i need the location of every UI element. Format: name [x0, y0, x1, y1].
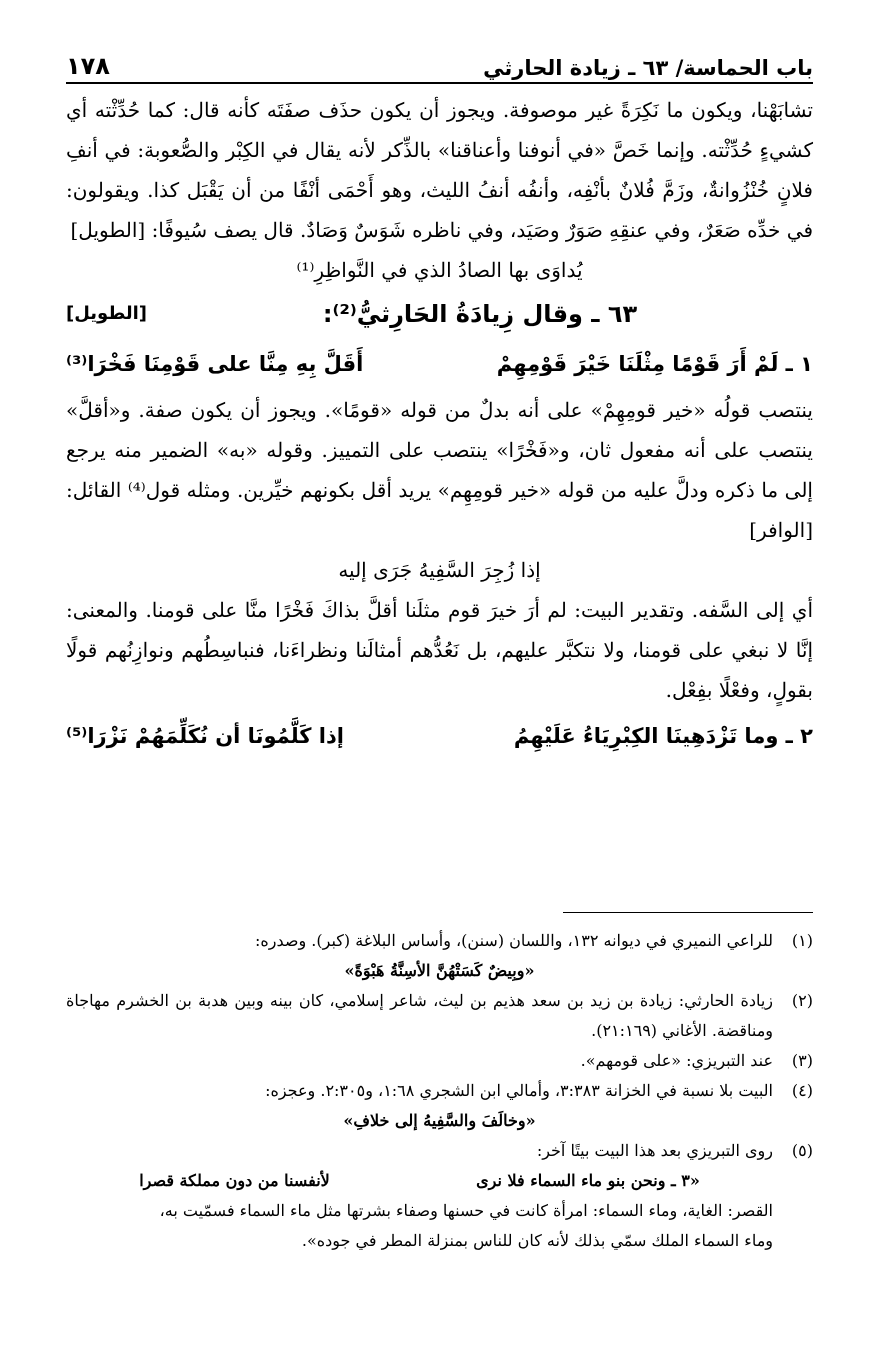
paragraph-commentary-2: ينتصب قولُه «خير قومِهِمْ» على أنه بدلٌ من قوله «قومًا». ويجوز أن يكون صفة. و«أقلَّ» ينتصب على أنه مفعول ثان، و«فَخْرًا» ينتصب على التمييز. وقوله «به» الضمير منه يرجع إلى ما ذكره ودلَّ عليه من قوله «خير قومِهِم» يريد أقل بكونهم خيِّرين. ومثله قول⁽⁴⁾ القائل: [الوافر]: [66, 398, 813, 542]
verse-1: [66, 338, 813, 390]
footnote-number: (٤): [791, 1081, 813, 1100]
footnotes: [66, 926, 813, 1256]
main-text: [66, 90, 813, 762]
footnote-text: للراعي النميري في ديوانه ١٣٢، واللسان (سنن)، وأساس البلاغة (كبر). وصدره:: [254, 931, 773, 950]
page-number: ١٧٨: [66, 52, 110, 80]
verse-2-first-hemistich: ٢ ـ وما تَزْدَهِينَا الكِبْرِيَاءُ عَلَيْهِمُ: [513, 724, 813, 748]
footnote-5-verse-first-hemistich: «٣ ـ ونحن بنو ماء السماء فلا نرى: [476, 1171, 700, 1190]
footnote-text: زيادة الحارثي: زيادة بن زيد بن سعد هذيم بن ليث، شاعر إسلامي، كان بينه وبين هدبة بن الخشرم مهاجاة ومناقضة. الأغاني (٢١:١٦٩).: [66, 991, 773, 1040]
footnote-number: (٥): [791, 1141, 813, 1160]
footnote-5-gloss-line-2: وماء السماء الملك سمّي بذلك لأنه كان للناس بمنزلة المطر في جوده».: [301, 1231, 773, 1250]
quoted-hemistich-2: إذا زُجِرَ السَّفِيهُ جَرَى إليه: [338, 558, 541, 582]
verse-1-second-hemistich: أَقَلَّ بِهِ مِنَّا على قَوْمِنَا فَخْرَا⁽³⁾: [66, 352, 364, 376]
footnote-5: [66, 1136, 813, 1166]
quoted-hemistich-1: يُداوَى بها الصادُ الذي في النَّواظِرِ⁽¹⁾: [296, 258, 583, 282]
poem-heading: [66, 294, 813, 334]
footnote-text: البيت بلا نسبة في الخزانة ٣:٣٨٣، وأمالي ابن الشجري ١:٦٨، و٢:٣٠٥. وعجزه:: [265, 1081, 773, 1100]
footnote-5-verse-second-hemistich: لأنفسنا من دون مملكة قصرا: [139, 1171, 330, 1190]
footnote-4-verse: «وخالَفَ والسَّفِيهُ إلى خلافِ»: [343, 1111, 536, 1130]
verse-1-first-hemistich: ١ ـ لَمْ أَرَ قَوْمًا مِثْلَنَا خَيْرَ قَوْمِهِمْ: [496, 352, 813, 376]
footnote-2: [66, 986, 813, 1046]
running-title: باب الحماسة/ ٦٣ ـ زيادة الحارثي: [483, 56, 813, 80]
header-rule: [66, 82, 813, 84]
poem-title: ٦٣ ـ وقال زِيادَةُ الحَارِثيُّ⁽²⁾:: [322, 300, 638, 328]
page-header: [66, 40, 813, 80]
footnote-5-gloss-line-1: القصر: الغاية، وماء السماء: امرأة كانت في حسنها وصفاء بشرتها مثل ماء السماء فسمّيت به،: [159, 1201, 773, 1220]
paragraph-commentary-1: تشابَهْنا، ويكون ما نَكِرَةً غير موصوفة. ويجوز أن يكون حذَف صفَتَه كأنه قال: كما حُدِّثْته أي كشيءٍ حُدِّثْته. وإنما خَصَّ «في أنوفنا وأعناقنا» بالذِّكر لأنه يقال في الكِبْر والصُّعوبة: في أنفِ فلانٍ خُنْزُوانةٌ، وزَمَّ فُلانٌ بأنْفِه، وأنفُه أنفُ الليث، وهو أَحْمَى أنْفًا من أن يَقْبَل كذا. ويقولون: في خدِّه صَعَرٌ، وفي عنقِهِ صَوَرٌ وصَيَد، وفي ناظره شَوَسٌ وَصَادٌ. قال يصف سُيوفًا: [الطويل]: [66, 98, 813, 242]
footnote-text: عند التبريزي: «على قومهم».: [580, 1051, 773, 1070]
footnote-3: [66, 1046, 813, 1076]
poem-meter: [الطويل]: [66, 303, 148, 324]
footnote-1-verse: «وبِيضٌ كَسَتْهُنَّ الأسِنَّةُ هَبْوَةً»: [344, 961, 535, 980]
footnote-rule: [563, 912, 813, 913]
paragraph-commentary-3: أي إلى السَّفه. وتقدير البيت: لم أرَ خيرَ قوم مثلَنا أقلَّ بذاكَ فَخْرًا منَّا على قومنا. والمعنى: إنَّا لا نبغي على قومنا، ولا نتكبَّر عليهم، بل نَعُدُّهم أمثالَنا ونظراءَنا، فنباسِطُهم ونوازِنُهم قولًا بقولٍ، وفعْلًا بفِعْل.: [66, 598, 814, 702]
footnote-number: (١): [791, 931, 813, 950]
footnote-5-verse: [66, 1166, 813, 1196]
verse-2: [66, 710, 813, 762]
footnote-text: روى التبريزي بعد هذا البيت بيتًا آخر:: [536, 1141, 773, 1160]
footnote-number: (٣): [791, 1051, 813, 1070]
verse-2-second-hemistich: إذا كَلَّمُونَا أن نُكَلِّمَهُمْ نَزْرَا⁽⁵⁾: [66, 724, 344, 748]
footnote-1: [66, 926, 813, 956]
footnote-4: [66, 1076, 813, 1106]
footnote-number: (٢): [791, 991, 813, 1010]
